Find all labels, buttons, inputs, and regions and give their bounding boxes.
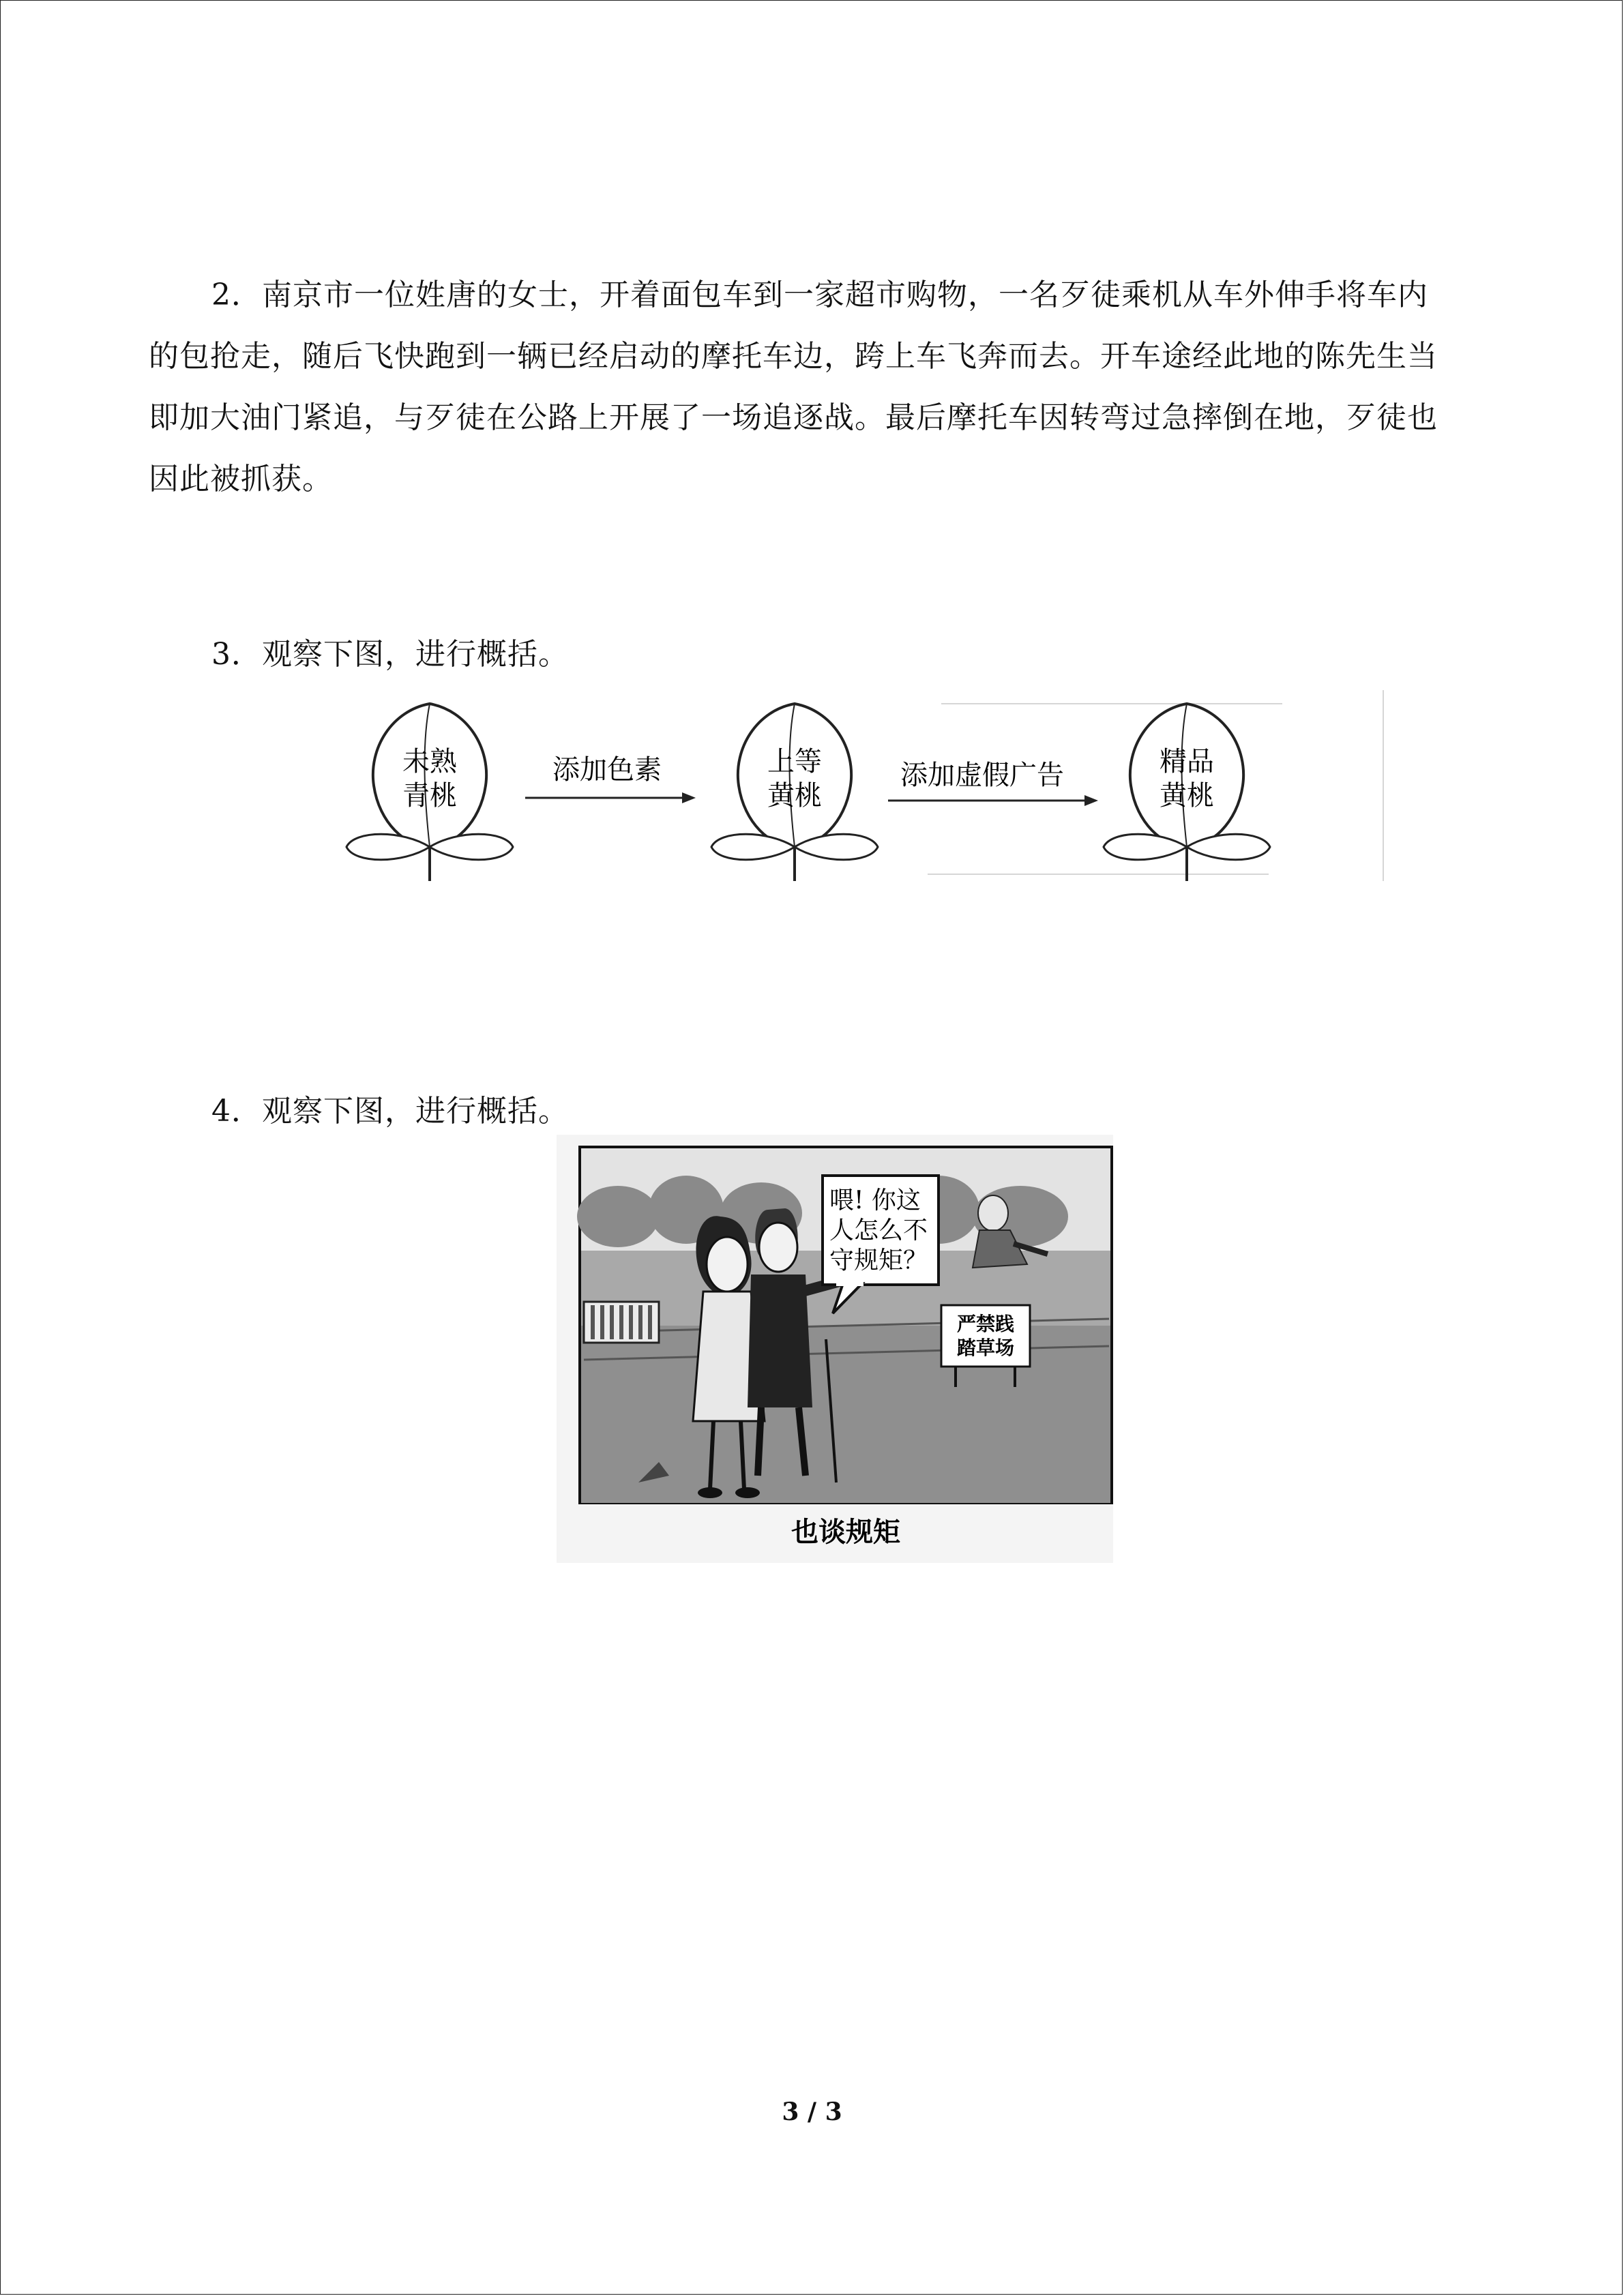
arrow-1 (525, 754, 696, 803)
arrow-2 (888, 760, 1098, 806)
arrow-1-label: 添加色素 (552, 754, 662, 786)
speech-line-1: 喂! 你这 (829, 1187, 921, 1214)
question-2-paragraph: 2．南京市一位姓唐的女士，开着面包车到一家超市购物，一名歹徒乘机从车外伸手将车内的包抢走，随后飞快跑到一辆已经启动的摩托车边，跨上车飞奔而去。开车途经此地的陈先生当即加大油门紧追，与歹徒在公路上开展了一场追逐战。最后摩托车因转弯过急摔倒在地，歹徒也因此被抓获。 (149, 278, 1438, 496)
cartoon-caption: 也谈规矩 (791, 1516, 900, 1548)
peach-flow-diagram (327, 683, 1391, 888)
question-4-title: 4．观察下图，进行概括。 (211, 1094, 569, 1129)
peach-3-line1: 精品 (1160, 746, 1214, 777)
peach-2-line1: 上等 (767, 746, 822, 777)
peach-1 (346, 704, 513, 881)
speech-line-3: 守规矩？ (829, 1247, 928, 1274)
sign-line-1: 严禁践 (956, 1313, 1015, 1335)
cartoon-figure (557, 1135, 1113, 1563)
peach-3-line2: 黄桃 (1160, 780, 1214, 811)
peach-2 (711, 704, 878, 881)
page-number: 3 / 3 (782, 2098, 842, 2126)
peach-3 (1104, 704, 1270, 881)
sign-line-2: 踏草场 (956, 1337, 1015, 1359)
question-3-title: 3．观察下图，进行概括。 (211, 637, 569, 672)
peach-1-line1: 未熟 (402, 746, 457, 777)
peach-2-line2: 黄桃 (767, 780, 822, 811)
arrow-2-label: 添加虚假广告 (900, 760, 1064, 791)
peach-1-line2: 青桃 (402, 780, 457, 811)
speech-line-2: 人怎么不 (829, 1217, 928, 1244)
